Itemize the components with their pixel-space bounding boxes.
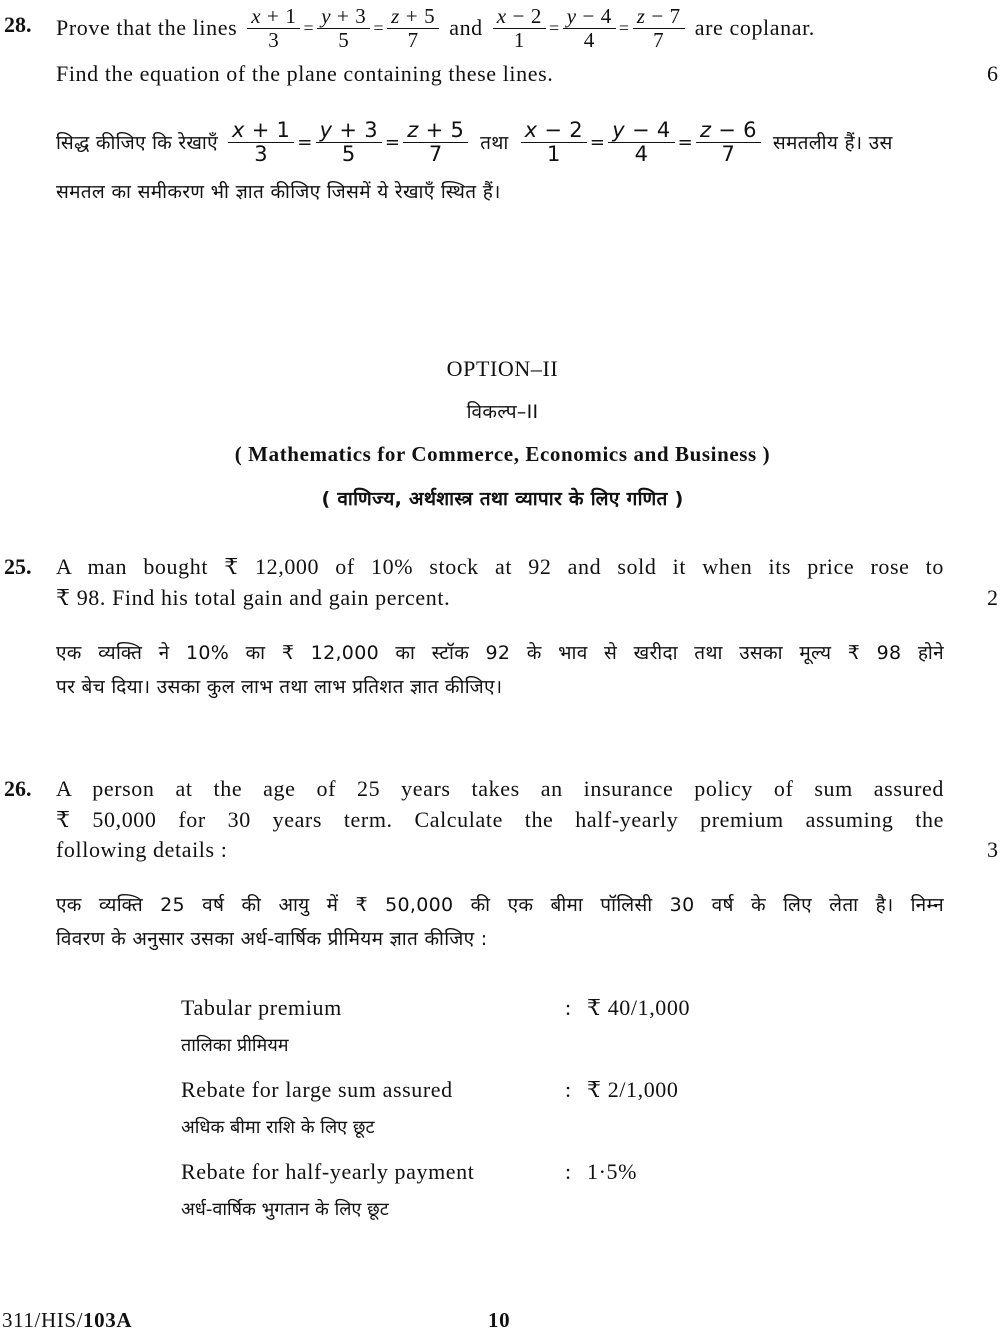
q28-hi-and: तथा <box>480 132 509 154</box>
q28-hi-line1-equation: $\frac{x + 1}{3}$ = $\frac{y + 3}{5}$ = $\frac{z + 5}{7}$ <box>226 119 470 164</box>
q26-hindi-line1: एक व्यक्ति 25 वर्ष की आयु में ₹ 50,000 की एक बीमा पॉलिसी 30 वर्ष के लिए लेता है। निम्न <box>56 894 944 916</box>
q25-english-line2: ₹ 98. Find his total gain and gain percent. <box>56 585 451 610</box>
q28-and: and <box>449 15 483 40</box>
q28-prefix: Prove that the lines <box>56 15 238 40</box>
q28-hindi-line1 <box>56 112 893 172</box>
fraction: $\frac{z + 5}{7}$ <box>403 119 468 164</box>
q28-hi-prefix: सिद्ध कीजिए कि रेखाएँ <box>56 132 218 154</box>
detail-value: 1·5% <box>587 1159 638 1184</box>
question-number-25: 25. <box>4 554 32 579</box>
q28-english-line2: Find the equation of the plane containing these lines. <box>56 61 554 86</box>
detail-label-hi: अधिक बीमा राशि के लिए छूट <box>181 1117 375 1138</box>
option-subtitle-english: ( Mathematics for Commerce, Economics and Business ) <box>234 442 771 466</box>
detail-separator: : <box>565 1159 572 1184</box>
q28-marks: 6 <box>987 61 998 86</box>
option-title-english: OPTION–II <box>446 356 559 381</box>
fraction: $\frac{y - 4}{4}$ <box>563 5 616 50</box>
detail-value: ₹ 40/1,000 <box>587 995 691 1020</box>
detail-label-hi: अर्ध-वार्षिक भुगतान के लिए छूट <box>181 1199 389 1220</box>
q28-hindi-line2: समतल का समीकरण भी ज्ञात कीजिए जिसमें ये रेखाएँ स्थित हैं। <box>56 181 501 203</box>
detail-label-en: Rebate for half-yearly payment <box>181 1159 475 1184</box>
paper-code <box>2 1308 132 1333</box>
fraction: $\frac{x - 2}{1}$ <box>521 119 587 164</box>
detail-label-en: Tabular premium <box>181 995 342 1020</box>
q25-marks: 2 <box>987 585 998 610</box>
detail-value: ₹ 2/1,000 <box>587 1077 679 1102</box>
question-number-28: 28. <box>4 12 32 37</box>
question-number-26: 26. <box>4 776 32 801</box>
fraction: $\frac{x + 1}{3}$ <box>228 119 294 164</box>
fraction: $\frac{x + 1}{3}$ <box>247 5 300 50</box>
q25-hindi-line2: पर बेच दिया। उसका कुल लाभ तथा लाभ प्रतिशत ज्ञात कीजिए। <box>56 676 503 698</box>
q28-hi-line2-equation: $\frac{x - 2}{1}$ = $\frac{y - 4}{4}$ = $\frac{z - 6}{7}$ <box>519 119 763 164</box>
q28-english-line1 <box>56 0 815 56</box>
q26-english-line2: ₹ 50,000 for 30 years term. Calculate the half-yearly premium assuming the <box>56 807 944 832</box>
page-number: 10 <box>488 1308 511 1332</box>
q28-line1-equation: $\frac{x + 1}{3}$ = $\frac{y + 3}{5}$ = $\frac{z + 5}{7}$ <box>245 5 441 50</box>
q28-suffix: are coplanar. <box>694 15 815 40</box>
q26-english-line3: following details : <box>56 837 228 862</box>
q28-hi-suffix: समतलीय हैं। उस <box>772 132 893 154</box>
paper-code-bold: 103A <box>83 1308 133 1332</box>
fraction: $\frac{y + 3}{5}$ <box>316 119 382 164</box>
detail-separator: : <box>565 1077 572 1102</box>
q26-english-line1: A person at the age of 25 years takes an insurance policy of sum assured <box>56 776 944 801</box>
detail-label-hi: तालिका प्रीमियम <box>181 1035 289 1056</box>
fraction: $\frac{y + 3}{5}$ <box>317 5 370 50</box>
detail-label-en: Rebate for large sum assured <box>181 1077 453 1102</box>
q25-english-line1: A man bought ₹ 12,000 of 10% stock at 92 and sold it when its price rose to <box>56 554 944 579</box>
q28-line2-equation: $\frac{x - 2}{1}$ = $\frac{y - 4}{4}$ = $\frac{z - 7}{7}$ <box>491 5 687 50</box>
fraction: $\frac{z - 7}{7}$ <box>633 5 685 50</box>
q25-hindi-line1: एक व्यक्ति ने 10% का ₹ 12,000 का स्टॉक 92 के भाव से खरीदा तथा उसका मूल्य ₹ 98 होने <box>56 642 944 664</box>
option-title-hindi: विकल्प–II <box>466 401 539 423</box>
fraction: $\frac{z + 5}{7}$ <box>387 5 439 50</box>
fraction: $\frac{z - 6}{7}$ <box>696 119 761 164</box>
detail-separator: : <box>565 995 572 1020</box>
fraction: $\frac{y - 4}{4}$ <box>608 119 674 164</box>
option-subtitle-hindi: ( वाणिज्य, अर्थशास्त्र तथा व्यापार के लिए गणित ) <box>321 488 684 510</box>
q26-hindi-line2: विवरण के अनुसार उसका अर्ध-वार्षिक प्रीमियम ज्ञात कीजिए : <box>56 928 488 950</box>
q26-marks: 3 <box>987 837 998 862</box>
fraction: $\frac{x - 2}{1}$ <box>493 5 546 50</box>
paper-code-prefix: 311/HIS/ <box>2 1308 84 1332</box>
